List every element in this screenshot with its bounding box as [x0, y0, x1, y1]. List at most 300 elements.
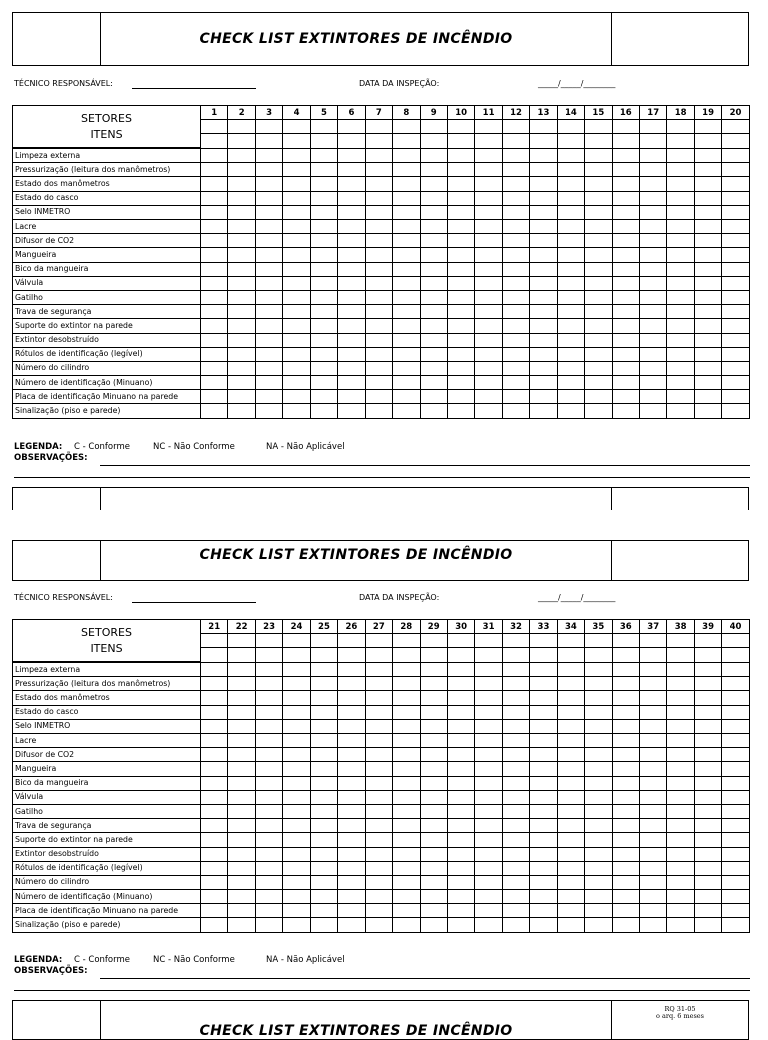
check-cell[interactable] — [447, 248, 474, 262]
check-cell[interactable] — [722, 776, 749, 790]
check-cell[interactable] — [612, 248, 639, 262]
check-cell[interactable] — [393, 290, 420, 304]
check-cell[interactable] — [228, 361, 255, 375]
check-cell[interactable] — [475, 804, 502, 818]
check-cell[interactable] — [310, 390, 337, 404]
sector-cell[interactable] — [557, 134, 584, 148]
check-cell[interactable] — [365, 776, 392, 790]
check-cell[interactable] — [612, 262, 639, 276]
check-cell[interactable] — [201, 861, 228, 875]
check-cell[interactable] — [694, 305, 721, 319]
check-cell[interactable] — [228, 819, 255, 833]
sector-cell[interactable] — [640, 648, 667, 662]
sector-cell[interactable] — [365, 120, 392, 134]
check-cell[interactable] — [694, 776, 721, 790]
check-cell[interactable] — [694, 890, 721, 904]
check-cell[interactable] — [338, 319, 365, 333]
check-cell[interactable] — [585, 833, 612, 847]
sector-cell[interactable] — [447, 134, 474, 148]
check-cell[interactable] — [585, 677, 612, 691]
check-cell[interactable] — [557, 333, 584, 347]
check-cell[interactable] — [612, 390, 639, 404]
check-cell[interactable] — [612, 734, 639, 748]
check-cell[interactable] — [201, 163, 228, 177]
check-cell[interactable] — [667, 719, 694, 733]
check-cell[interactable] — [393, 875, 420, 889]
check-cell[interactable] — [612, 148, 639, 163]
check-cell[interactable] — [502, 762, 529, 776]
check-cell[interactable] — [420, 861, 447, 875]
sector-cell[interactable] — [228, 134, 255, 148]
sector-cell[interactable] — [585, 648, 612, 662]
check-cell[interactable] — [365, 290, 392, 304]
check-cell[interactable] — [365, 191, 392, 205]
check-cell[interactable] — [667, 404, 694, 418]
tecnico-field[interactable] — [132, 88, 256, 89]
check-cell[interactable] — [557, 734, 584, 748]
check-cell[interactable] — [338, 904, 365, 918]
obs-line-2[interactable] — [14, 990, 750, 991]
check-cell[interactable] — [338, 163, 365, 177]
check-cell[interactable] — [475, 790, 502, 804]
check-cell[interactable] — [365, 734, 392, 748]
check-cell[interactable] — [585, 177, 612, 191]
check-cell[interactable] — [255, 347, 282, 361]
check-cell[interactable] — [694, 205, 721, 219]
sector-cell[interactable] — [694, 134, 721, 148]
check-cell[interactable] — [585, 220, 612, 234]
check-cell[interactable] — [283, 177, 310, 191]
check-cell[interactable] — [502, 748, 529, 762]
check-cell[interactable] — [694, 748, 721, 762]
check-cell[interactable] — [255, 890, 282, 904]
check-cell[interactable] — [447, 290, 474, 304]
check-cell[interactable] — [612, 319, 639, 333]
check-cell[interactable] — [694, 719, 721, 733]
sector-cell[interactable] — [420, 120, 447, 134]
check-cell[interactable] — [722, 305, 749, 319]
check-cell[interactable] — [694, 662, 721, 677]
check-cell[interactable] — [585, 148, 612, 163]
check-cell[interactable] — [557, 191, 584, 205]
check-cell[interactable] — [228, 205, 255, 219]
check-cell[interactable] — [694, 276, 721, 290]
check-cell[interactable] — [640, 762, 667, 776]
check-cell[interactable] — [557, 776, 584, 790]
check-cell[interactable] — [447, 875, 474, 889]
check-cell[interactable] — [667, 276, 694, 290]
check-cell[interactable] — [393, 748, 420, 762]
check-cell[interactable] — [722, 875, 749, 889]
check-cell[interactable] — [201, 819, 228, 833]
check-cell[interactable] — [557, 262, 584, 276]
check-cell[interactable] — [393, 790, 420, 804]
check-cell[interactable] — [310, 262, 337, 276]
check-cell[interactable] — [255, 404, 282, 418]
check-cell[interactable] — [420, 776, 447, 790]
check-cell[interactable] — [530, 305, 557, 319]
check-cell[interactable] — [255, 319, 282, 333]
check-cell[interactable] — [283, 677, 310, 691]
sector-cell[interactable] — [201, 120, 228, 134]
check-cell[interactable] — [228, 163, 255, 177]
sector-cell[interactable] — [530, 634, 557, 648]
check-cell[interactable] — [228, 248, 255, 262]
check-cell[interactable] — [694, 290, 721, 304]
check-cell[interactable] — [557, 148, 584, 163]
check-cell[interactable] — [393, 904, 420, 918]
check-cell[interactable] — [475, 734, 502, 748]
check-cell[interactable] — [530, 734, 557, 748]
obs-line-1[interactable] — [100, 978, 750, 979]
check-cell[interactable] — [530, 290, 557, 304]
check-cell[interactable] — [694, 790, 721, 804]
sector-cell[interactable] — [612, 134, 639, 148]
check-cell[interactable] — [338, 734, 365, 748]
check-cell[interactable] — [694, 361, 721, 375]
check-cell[interactable] — [228, 347, 255, 361]
check-cell[interactable] — [640, 248, 667, 262]
check-cell[interactable] — [420, 875, 447, 889]
check-cell[interactable] — [502, 347, 529, 361]
check-cell[interactable] — [310, 376, 337, 390]
sector-cell[interactable] — [640, 120, 667, 134]
check-cell[interactable] — [228, 662, 255, 677]
check-cell[interactable] — [475, 904, 502, 918]
check-cell[interactable] — [393, 918, 420, 932]
check-cell[interactable] — [255, 290, 282, 304]
check-cell[interactable] — [338, 404, 365, 418]
check-cell[interactable] — [502, 677, 529, 691]
check-cell[interactable] — [228, 677, 255, 691]
check-cell[interactable] — [612, 163, 639, 177]
check-cell[interactable] — [283, 918, 310, 932]
check-cell[interactable] — [420, 904, 447, 918]
check-cell[interactable] — [201, 677, 228, 691]
check-cell[interactable] — [283, 790, 310, 804]
check-cell[interactable] — [694, 918, 721, 932]
sector-cell[interactable] — [393, 134, 420, 148]
check-cell[interactable] — [667, 904, 694, 918]
check-cell[interactable] — [283, 762, 310, 776]
check-cell[interactable] — [502, 861, 529, 875]
check-cell[interactable] — [338, 262, 365, 276]
check-cell[interactable] — [667, 804, 694, 818]
check-cell[interactable] — [447, 319, 474, 333]
check-cell[interactable] — [338, 347, 365, 361]
check-cell[interactable] — [365, 361, 392, 375]
check-cell[interactable] — [201, 918, 228, 932]
check-cell[interactable] — [228, 333, 255, 347]
check-cell[interactable] — [502, 305, 529, 319]
sector-cell[interactable] — [722, 120, 749, 134]
check-cell[interactable] — [310, 734, 337, 748]
sector-cell[interactable] — [365, 134, 392, 148]
check-cell[interactable] — [283, 776, 310, 790]
check-cell[interactable] — [393, 719, 420, 733]
check-cell[interactable] — [447, 776, 474, 790]
check-cell[interactable] — [612, 847, 639, 861]
check-cell[interactable] — [612, 290, 639, 304]
check-cell[interactable] — [640, 847, 667, 861]
check-cell[interactable] — [283, 191, 310, 205]
check-cell[interactable] — [255, 691, 282, 705]
check-cell[interactable] — [255, 677, 282, 691]
check-cell[interactable] — [201, 847, 228, 861]
check-cell[interactable] — [283, 904, 310, 918]
check-cell[interactable] — [420, 819, 447, 833]
check-cell[interactable] — [585, 748, 612, 762]
check-cell[interactable] — [338, 748, 365, 762]
check-cell[interactable] — [393, 390, 420, 404]
check-cell[interactable] — [530, 662, 557, 677]
check-cell[interactable] — [694, 677, 721, 691]
check-cell[interactable] — [667, 662, 694, 677]
sector-cell[interactable] — [310, 120, 337, 134]
check-cell[interactable] — [393, 734, 420, 748]
check-cell[interactable] — [475, 677, 502, 691]
check-cell[interactable] — [475, 918, 502, 932]
check-cell[interactable] — [722, 861, 749, 875]
check-cell[interactable] — [475, 248, 502, 262]
check-cell[interactable] — [338, 790, 365, 804]
check-cell[interactable] — [228, 847, 255, 861]
check-cell[interactable] — [667, 234, 694, 248]
check-cell[interactable] — [447, 163, 474, 177]
check-cell[interactable] — [338, 148, 365, 163]
check-cell[interactable] — [667, 290, 694, 304]
check-cell[interactable] — [722, 234, 749, 248]
check-cell[interactable] — [447, 734, 474, 748]
check-cell[interactable] — [502, 319, 529, 333]
check-cell[interactable] — [201, 734, 228, 748]
check-cell[interactable] — [557, 677, 584, 691]
check-cell[interactable] — [310, 691, 337, 705]
check-cell[interactable] — [310, 762, 337, 776]
check-cell[interactable] — [557, 248, 584, 262]
check-cell[interactable] — [722, 804, 749, 818]
check-cell[interactable] — [694, 904, 721, 918]
sector-cell[interactable] — [612, 634, 639, 648]
check-cell[interactable] — [694, 875, 721, 889]
check-cell[interactable] — [420, 705, 447, 719]
check-cell[interactable] — [310, 290, 337, 304]
check-cell[interactable] — [338, 205, 365, 219]
check-cell[interactable] — [228, 290, 255, 304]
check-cell[interactable] — [502, 819, 529, 833]
check-cell[interactable] — [310, 705, 337, 719]
check-cell[interactable] — [694, 191, 721, 205]
check-cell[interactable] — [447, 347, 474, 361]
check-cell[interactable] — [502, 276, 529, 290]
check-cell[interactable] — [228, 319, 255, 333]
check-cell[interactable] — [393, 762, 420, 776]
check-cell[interactable] — [338, 890, 365, 904]
check-cell[interactable] — [585, 918, 612, 932]
check-cell[interactable] — [228, 404, 255, 418]
check-cell[interactable] — [640, 776, 667, 790]
check-cell[interactable] — [365, 404, 392, 418]
check-cell[interactable] — [255, 390, 282, 404]
check-cell[interactable] — [338, 177, 365, 191]
check-cell[interactable] — [255, 262, 282, 276]
check-cell[interactable] — [694, 691, 721, 705]
check-cell[interactable] — [365, 662, 392, 677]
sector-cell[interactable] — [667, 134, 694, 148]
sector-cell[interactable] — [310, 134, 337, 148]
check-cell[interactable] — [612, 748, 639, 762]
check-cell[interactable] — [255, 748, 282, 762]
check-cell[interactable] — [338, 305, 365, 319]
check-cell[interactable] — [201, 904, 228, 918]
check-cell[interactable] — [310, 404, 337, 418]
check-cell[interactable] — [585, 875, 612, 889]
check-cell[interactable] — [310, 148, 337, 163]
check-cell[interactable] — [393, 677, 420, 691]
check-cell[interactable] — [310, 177, 337, 191]
check-cell[interactable] — [255, 790, 282, 804]
check-cell[interactable] — [585, 347, 612, 361]
check-cell[interactable] — [612, 762, 639, 776]
sector-cell[interactable] — [475, 634, 502, 648]
check-cell[interactable] — [310, 361, 337, 375]
check-cell[interactable] — [557, 290, 584, 304]
check-cell[interactable] — [530, 248, 557, 262]
check-cell[interactable] — [447, 390, 474, 404]
check-cell[interactable] — [667, 191, 694, 205]
check-cell[interactable] — [640, 691, 667, 705]
sector-cell[interactable] — [283, 120, 310, 134]
check-cell[interactable] — [447, 762, 474, 776]
check-cell[interactable] — [557, 804, 584, 818]
check-cell[interactable] — [612, 191, 639, 205]
check-cell[interactable] — [201, 804, 228, 818]
check-cell[interactable] — [585, 719, 612, 733]
check-cell[interactable] — [557, 305, 584, 319]
check-cell[interactable] — [475, 191, 502, 205]
check-cell[interactable] — [338, 333, 365, 347]
sector-cell[interactable] — [722, 134, 749, 148]
check-cell[interactable] — [502, 691, 529, 705]
check-cell[interactable] — [310, 333, 337, 347]
check-cell[interactable] — [585, 234, 612, 248]
check-cell[interactable] — [365, 833, 392, 847]
check-cell[interactable] — [255, 705, 282, 719]
check-cell[interactable] — [640, 918, 667, 932]
check-cell[interactable] — [667, 333, 694, 347]
sector-cell[interactable] — [255, 648, 282, 662]
sector-cell[interactable] — [393, 120, 420, 134]
check-cell[interactable] — [667, 918, 694, 932]
check-cell[interactable] — [283, 662, 310, 677]
check-cell[interactable] — [338, 390, 365, 404]
check-cell[interactable] — [447, 677, 474, 691]
check-cell[interactable] — [255, 220, 282, 234]
check-cell[interactable] — [502, 390, 529, 404]
check-cell[interactable] — [475, 861, 502, 875]
check-cell[interactable] — [530, 748, 557, 762]
check-cell[interactable] — [228, 191, 255, 205]
check-cell[interactable] — [502, 904, 529, 918]
sector-cell[interactable] — [201, 634, 228, 648]
check-cell[interactable] — [557, 220, 584, 234]
sector-cell[interactable] — [640, 134, 667, 148]
check-cell[interactable] — [365, 762, 392, 776]
check-cell[interactable] — [612, 347, 639, 361]
check-cell[interactable] — [612, 205, 639, 219]
check-cell[interactable] — [640, 734, 667, 748]
check-cell[interactable] — [475, 234, 502, 248]
check-cell[interactable] — [201, 191, 228, 205]
check-cell[interactable] — [475, 762, 502, 776]
sector-cell[interactable] — [694, 634, 721, 648]
check-cell[interactable] — [612, 833, 639, 847]
check-cell[interactable] — [502, 847, 529, 861]
check-cell[interactable] — [228, 904, 255, 918]
check-cell[interactable] — [447, 904, 474, 918]
check-cell[interactable] — [585, 904, 612, 918]
check-cell[interactable] — [228, 890, 255, 904]
check-cell[interactable] — [310, 248, 337, 262]
check-cell[interactable] — [228, 234, 255, 248]
check-cell[interactable] — [612, 890, 639, 904]
sector-cell[interactable] — [338, 634, 365, 648]
check-cell[interactable] — [640, 177, 667, 191]
check-cell[interactable] — [585, 262, 612, 276]
check-cell[interactable] — [201, 319, 228, 333]
check-cell[interactable] — [338, 234, 365, 248]
check-cell[interactable] — [612, 804, 639, 818]
check-cell[interactable] — [228, 748, 255, 762]
check-cell[interactable] — [255, 662, 282, 677]
obs-line-1[interactable] — [100, 465, 750, 466]
check-cell[interactable] — [667, 677, 694, 691]
check-cell[interactable] — [585, 376, 612, 390]
check-cell[interactable] — [557, 918, 584, 932]
check-cell[interactable] — [640, 790, 667, 804]
check-cell[interactable] — [228, 804, 255, 818]
sector-cell[interactable] — [612, 120, 639, 134]
check-cell[interactable] — [640, 220, 667, 234]
check-cell[interactable] — [557, 347, 584, 361]
check-cell[interactable] — [475, 833, 502, 847]
check-cell[interactable] — [640, 861, 667, 875]
check-cell[interactable] — [530, 691, 557, 705]
check-cell[interactable] — [585, 861, 612, 875]
check-cell[interactable] — [557, 833, 584, 847]
check-cell[interactable] — [475, 276, 502, 290]
check-cell[interactable] — [365, 904, 392, 918]
check-cell[interactable] — [557, 662, 584, 677]
check-cell[interactable] — [338, 276, 365, 290]
sector-cell[interactable] — [667, 634, 694, 648]
check-cell[interactable] — [228, 390, 255, 404]
check-cell[interactable] — [283, 390, 310, 404]
check-cell[interactable] — [694, 390, 721, 404]
check-cell[interactable] — [283, 804, 310, 818]
check-cell[interactable] — [667, 762, 694, 776]
check-cell[interactable] — [557, 376, 584, 390]
check-cell[interactable] — [201, 719, 228, 733]
check-cell[interactable] — [530, 833, 557, 847]
check-cell[interactable] — [585, 361, 612, 375]
check-cell[interactable] — [310, 890, 337, 904]
check-cell[interactable] — [393, 347, 420, 361]
check-cell[interactable] — [420, 333, 447, 347]
check-cell[interactable] — [530, 220, 557, 234]
check-cell[interactable] — [640, 719, 667, 733]
check-cell[interactable] — [228, 833, 255, 847]
